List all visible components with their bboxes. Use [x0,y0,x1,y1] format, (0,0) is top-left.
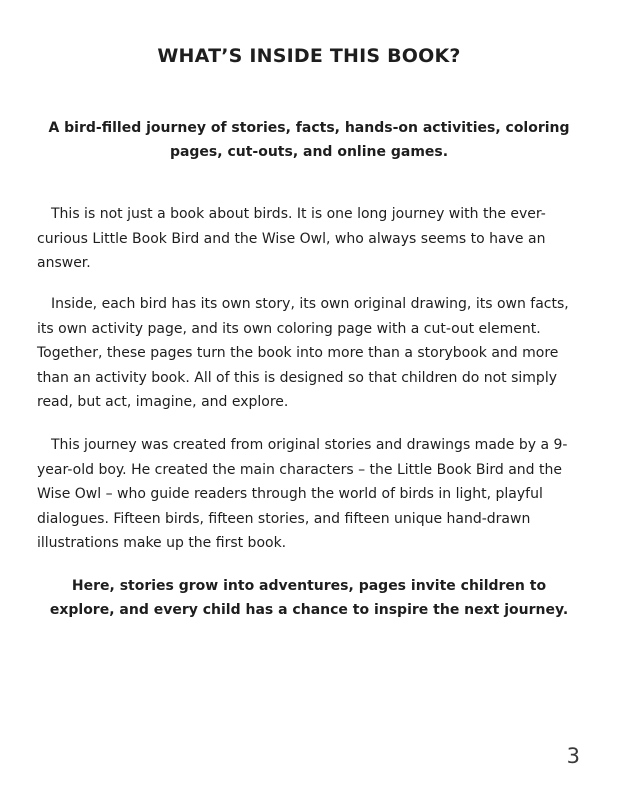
page-number: 3 [566,744,580,768]
body-paragraph-2: Inside, each bird has its own story, its own original drawing, its own facts, its own activity page, and its own coloring page with a cut-out element. Together, these pages turn the book into more than a storybook and more than an activity book. All of this is designed so that children do not simply read, but act, imagine, and explore. [37,296,569,410]
page-title: WHAT’S INSIDE THIS BOOK? [157,45,461,67]
body-paragraph-3: This journey was created from original stories and drawings made by a 9-year-old boy. He created the main characters – the Little Book Bird and the Wise Owl – who guide readers through the world of birds in light, playful dialogues. Fifteen birds, fifteen stories, and fifteen unique hand-drawn illustrations make up the first book. [37,437,568,551]
page-subtitle: A bird-filled journey of stories, facts, hands-on activities, coloring pages, cut-outs, and online games. [48,120,570,160]
body-paragraph-1: This is not just a book about birds. It is one long journey with the ever-curious Little Book Bird and the Wise Owl, who always seems to have an answer. [37,206,546,271]
closing-statement: Here, stories grow into adventures, pages invite children to explore, and every child has a chance to inspire the next journey. [49,578,569,618]
